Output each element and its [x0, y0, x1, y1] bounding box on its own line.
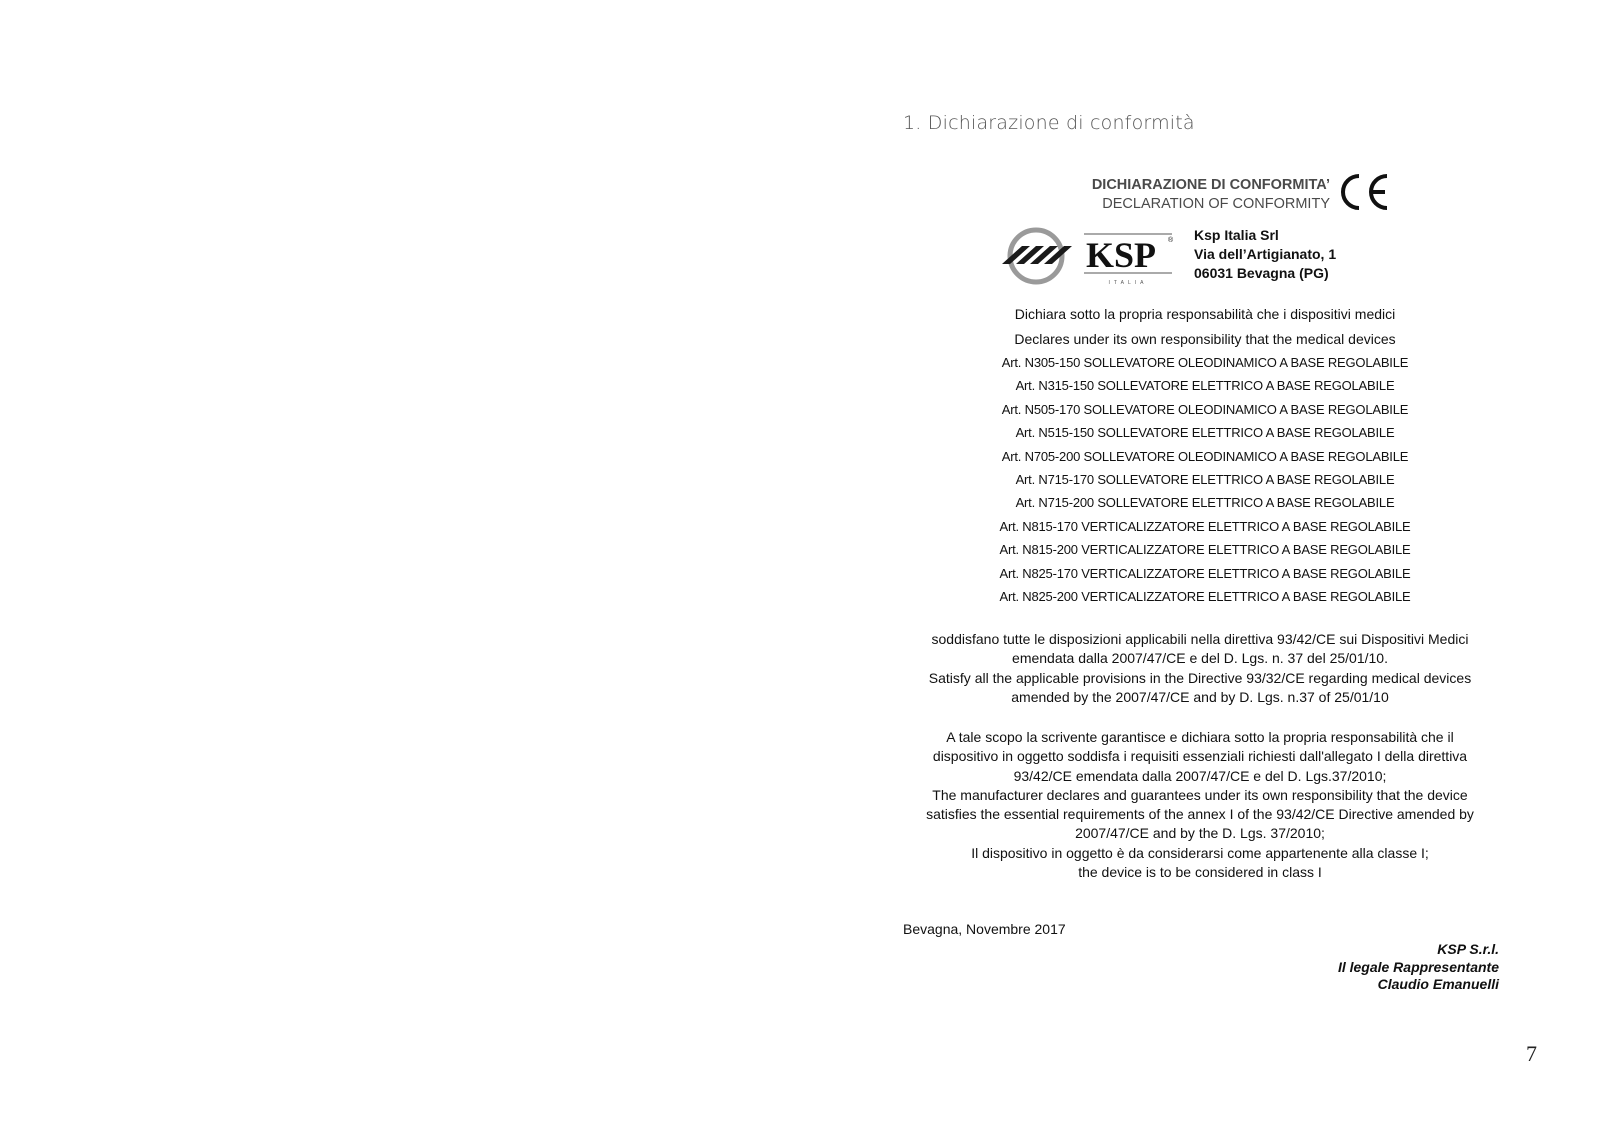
- paragraph-line: amended by the 2007/47/CE and by D. Lgs. n.37 of 25/01/10: [1011, 688, 1389, 705]
- paragraph-line: soddisfano tutte le disposizioni applicabili nella direttiva 93/42/CE sui Dispositivi Medici: [931, 631, 1469, 647]
- declares-it: Dichiara sotto la propria responsabilità che i dispositivi medici: [1014, 306, 1396, 322]
- article-item: Art. N315-150 SOLLEVATORE ELETTRICO A BASE REGOLABILE: [1015, 378, 1395, 394]
- article-item: Art. N815-170 VERTICALIZZATORE ELETTRICO A BASE REGOLABILE: [999, 518, 1411, 534]
- declaration-title-en: DECLARATION OF CONFORMITY: [1102, 196, 1330, 212]
- logo-registered: ®: [1168, 237, 1174, 244]
- paragraph-line: The manufacturer declares and guarantees under its own responsibility that the device: [932, 786, 1468, 803]
- declares-statement: [910, 302, 1500, 351]
- company-city: 06031 Bevagna (PG): [1194, 265, 1329, 281]
- paragraph-line: Il dispositivo in oggetto è da considerarsi come appartenente alla classe I;: [971, 844, 1429, 861]
- requirements-paragraph: [895, 728, 1505, 882]
- article-item: Art. N715-170 SOLLEVATORE ELETTRICO A BASE REGOLABILE: [1015, 472, 1395, 488]
- company-name: Ksp Italia Srl: [1194, 227, 1279, 243]
- paragraph-line: 93/42/CE emendata dalla 2007/47/CE e del D. Lgs.37/2010;: [1013, 767, 1387, 784]
- declaration-title: [1040, 176, 1330, 214]
- article-item: Art. N705-200 SOLLEVATORE OLEODINAMICO A BASE REGOLABILE: [1001, 448, 1409, 464]
- place-date: Bevagna, Novembre 2017: [903, 921, 1066, 937]
- article-item: Art. N515-150 SOLLEVATORE ELETTRICO A BASE REGOLABILE: [1015, 425, 1395, 441]
- paragraph-line: 2007/47/CE and by the D. Lgs. 37/2010;: [1075, 825, 1325, 842]
- paragraph-line: satisfies the essential requirements of the annex I of the 93/42/CE Directive amended by: [926, 806, 1474, 823]
- paragraph-line: A tale scopo la scrivente garantisce e dichiara sotto la propria responsabilità che il: [946, 729, 1454, 745]
- signature-role: Il legale Rappresentante: [1337, 958, 1499, 975]
- paragraph-line: emendata dalla 2007/47/CE e del D. Lgs. n. 37 del 25/01/10.: [1012, 650, 1388, 667]
- directive-paragraph: [895, 630, 1505, 707]
- article-item: Art. N715-200 SOLLEVATORE ELETTRICO A BASE REGOLABILE: [1015, 495, 1395, 511]
- signature-block: [1338, 941, 1499, 994]
- declaration-title-it: DICHIARAZIONE DI CONFORMITA’: [1091, 177, 1330, 193]
- article-item: Art. N305-150 SOLLEVATORE OLEODINAMICO A BASE REGOLABILE: [1001, 355, 1409, 370]
- article-list: [910, 351, 1500, 608]
- paragraph-line: Satisfy all the applicable provisions in the Directive 93/32/CE regarding medical devices: [928, 669, 1472, 686]
- paragraph-line: the device is to be considered in class I: [1078, 864, 1322, 881]
- page-number: 7: [1526, 1041, 1537, 1066]
- paragraph-line: dispositivo in oggetto soddisfa i requisiti essenziali richiesti dall'allegato I della direttiva: [932, 748, 1468, 765]
- ce-mark-icon: [1337, 172, 1393, 212]
- section-heading: 1. Dichiarazione di conformità: [903, 112, 1195, 134]
- article-item: Art. N825-170 VERTICALIZZATORE ELETTRICO A BASE REGOLABILE: [999, 565, 1411, 581]
- ksp-logo: [1000, 226, 1180, 288]
- article-item: Art. N825-200 VERTICALIZZATORE ELETTRICO A BASE REGOLABILE: [999, 589, 1411, 605]
- declares-en: Declares under its own responsibility that the medical devices: [1014, 330, 1396, 347]
- article-item: Art. N815-200 VERTICALIZZATORE ELETTRICO A BASE REGOLABILE: [999, 542, 1411, 558]
- logo-sub: ITALIA: [1108, 280, 1148, 286]
- logo-brand: KSP: [1086, 235, 1157, 275]
- company-street: Via dell’Artigianato, 1: [1194, 246, 1337, 262]
- signature-company: KSP S.r.l.: [1437, 941, 1499, 957]
- company-address: [1194, 226, 1336, 283]
- article-item: Art. N505-170 SOLLEVATORE OLEODINAMICO A BASE REGOLABILE: [1001, 401, 1409, 417]
- signature-name: Claudio Emanuelli: [1377, 976, 1499, 992]
